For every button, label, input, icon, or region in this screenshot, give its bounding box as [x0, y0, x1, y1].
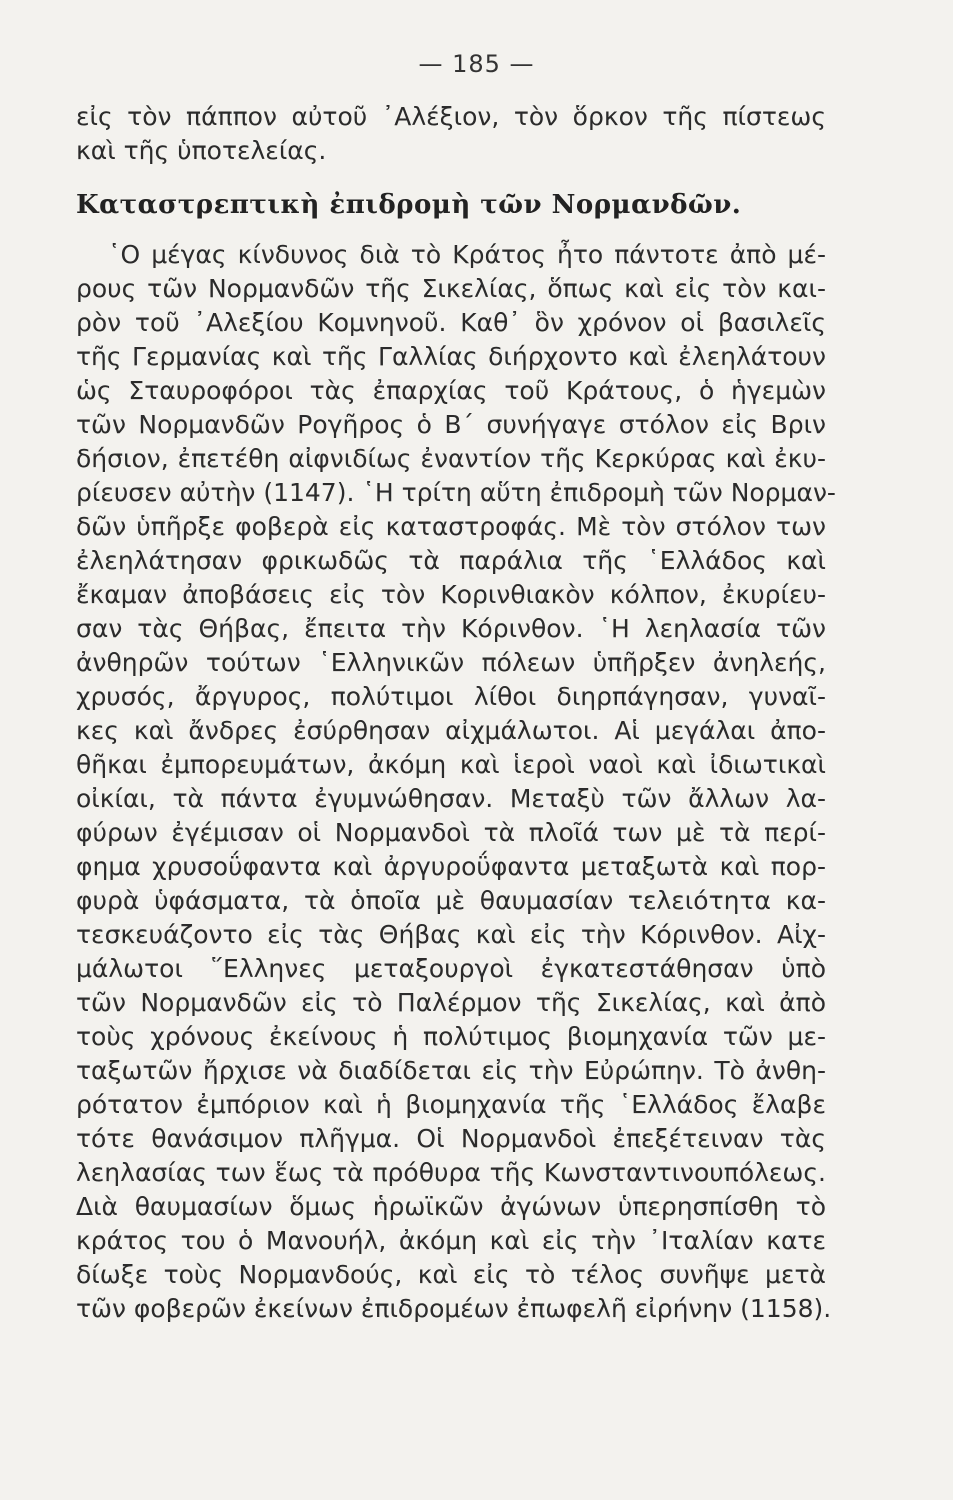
text-line: φύρων ἐγέμισαν οἱ Νορμανδοὶ τὰ πλοῖά των μὲ τὰ περί-	[76, 818, 826, 847]
text-line: φυρὰ ὑφάσματα, τὰ ὁποῖα μὲ θαυμασίαν τελειότητα κα-	[76, 886, 826, 915]
section-heading: Καταστρεπτικὴ ἐπιδρομὴ τῶν Νορμανδῶν.	[76, 190, 742, 220]
intro-paragraph	[76, 100, 826, 168]
text-line: φημα χρυσοΰφαντα καὶ ἀργυροΰφαντα μεταξωτὰ καὶ πορ-	[76, 852, 826, 881]
text-line: τῶν Νορμανδῶν Ρογῆρος ὁ Β΄ συνήγαγε στόλον εἰς Βριν	[76, 410, 826, 439]
text-line: τότε θανάσιμον πλῆγμα. Οἱ Νορμανδοὶ ἐπεξέτειναν τὰς	[76, 1124, 826, 1153]
text-line: εἰς τὸν πάππον αὐτοῦ ᾿Αλέξιον, τὸν ὅρκον τῆς πίστεως	[76, 102, 826, 131]
text-line: μάλωτοι ῞Ελληνες μεταξουργοὶ ἐγκατεστάθησαν ὑπὸ	[76, 954, 826, 983]
text-line: χρυσός, ἄργυρος, πολύτιμοι λίθοι διηρπάγησαν, γυναῖ-	[76, 682, 826, 711]
text-line: κράτος του ὁ Μανουήλ, ἀκόμη καὶ εἰς τὴν ᾿Ιταλίαν κατε	[76, 1226, 826, 1255]
text-line: σαν τὰς Θήβας, ἔπειτα τὴν Κόρινθον. ῾Η λεηλασία τῶν	[76, 614, 826, 643]
text-line: ρίευσεν αὐτὴν (1147). ῾Η τρίτη αὕτη ἐπιδρομὴ τῶν Νορμαν-	[76, 478, 836, 507]
text-line: τῶν Νορμανδῶν εἰς τὸ Παλέρμον τῆς Σικελίας, καὶ ἀπὸ	[76, 988, 826, 1017]
text-line: κες καὶ ἄνδρες ἐσύρθησαν αἰχμάλωτοι. Αἱ μεγάλαι ἀπο-	[76, 716, 826, 745]
text-line: δήσιον, ἐπετέθη αἰφνιδίως ἐναντίον τῆς Κερκύρας καὶ ἐκυ-	[76, 444, 826, 473]
text-line: ἔκαμαν ἀποβάσεις εἰς τὸν Κορινθιακὸν κόλπον, ἐκυρίευ-	[76, 580, 826, 609]
text-line: τῆς Γερμανίας καὶ τῆς Γαλλίας διήρχοντο καὶ ἐλεηλάτουν	[76, 342, 826, 371]
text-line: δίωξε τοὺς Νορμανδούς, καὶ εἰς τὸ τέλος συνῆψε μετὰ	[76, 1260, 826, 1289]
text-line: τοὺς χρόνους ἐκείνους ἡ πολύτιμος βιομηχανία τῶν με-	[76, 1022, 826, 1051]
text-line: ταξωτῶν ἤρχισε νὰ διαδίδεται εἰς τὴν Εὐρώπην. Τὸ ἀνθη-	[76, 1056, 826, 1085]
text-line: ῾Ο μέγας κίνδυνος διὰ τὸ Κράτος ἦτο πάντοτε ἀπὸ μέ-	[108, 240, 826, 269]
text-line: λεηλασίας των ἕως τὰ πρόθυρα τῆς Κωνσταντινουπόλεως.	[76, 1158, 826, 1187]
text-line: ἀνθηρῶν τούτων ῾Ελληνικῶν πόλεων ὑπῆρξεν ἀνηλεής,	[76, 648, 826, 677]
text-line: ὡς Σταυροφόροι τὰς ἐπαρχίας τοῦ Κράτους, ὁ ἡγεμὼν	[76, 376, 826, 405]
text-line: τῶν φοβερῶν ἐκείνων ἐπιδρομέων ἐπωφελῆ εἰρήνην (1158).	[76, 1294, 832, 1323]
page-number: — 185 —	[418, 50, 535, 78]
text-line: ρότατον ἐμπόριον καὶ ἡ βιομηχανία τῆς ῾Ελλάδος ἔλαβε	[76, 1090, 826, 1119]
text-line: καὶ τῆς ὑποτελείας.	[76, 136, 327, 165]
text-line: θῆκαι ἐμπορευμάτων, ἀκόμη καὶ ἱεροὶ ναοὶ καὶ ἰδιωτικαὶ	[76, 750, 826, 779]
text-line: ρους τῶν Νορμανδῶν τῆς Σικελίας, ὅπως καὶ εἰς τὸν και-	[76, 274, 826, 303]
text-line: οἰκίαι, τὰ πάντα ἐγυμνώθησαν. Μεταξὺ τῶν ἄλλων λα-	[76, 784, 826, 813]
text-line: δῶν ὑπῆρξε φοβερὰ εἰς καταστροφάς. Μὲ τὸν στόλον των	[76, 512, 826, 541]
text-line: τεσκευάζοντο εἰς τὰς Θήβας καὶ εἰς τὴν Κόρινθον. Αἰχ-	[76, 920, 826, 949]
text-line: ἐλεηλάτησαν φρικωδῶς τὰ παράλια τῆς ῾Ελλάδος καὶ	[76, 546, 826, 575]
text-line: Διὰ θαυμασίων ὅμως ἡρωϊκῶν ἀγώνων ὑπερησπίσθη τὸ	[76, 1192, 826, 1221]
text-line: ρὸν τοῦ ᾿Αλεξίου Κομνηνοῦ. Καθ᾿ ὃν χρόνον οἱ βασιλεῖς	[76, 308, 826, 337]
body-paragraph	[76, 238, 836, 1326]
